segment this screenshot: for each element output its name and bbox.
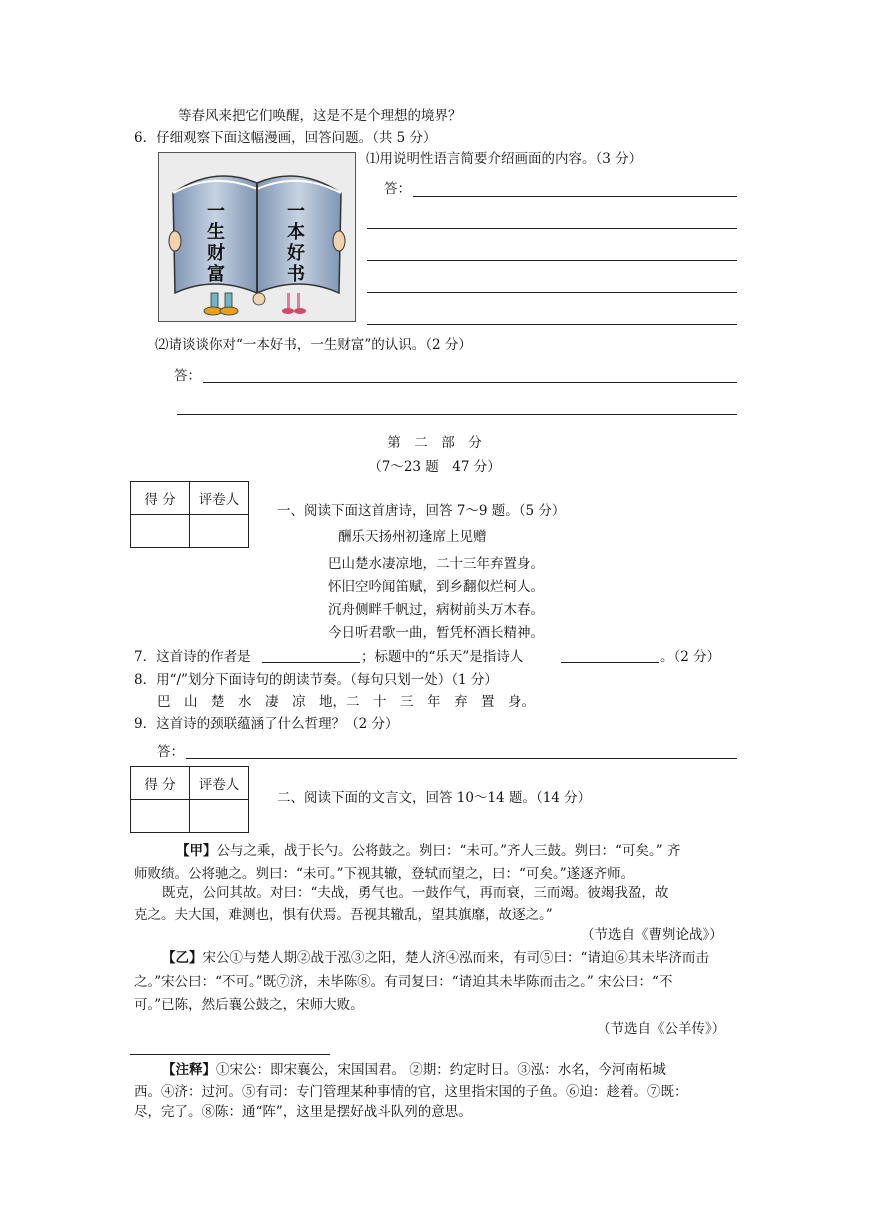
answer-line[interactable] [413,196,737,197]
poem-title: 酬乐天扬州初逢席上见赠 [338,529,487,545]
poem-line: 怀旧空吟闻笛赋，到乡翻似烂柯人。 [328,579,544,595]
q8-title: 8．用“/”划分下面诗句的朗读节奏。（每句只划一处）（1 分） [134,672,498,688]
cartoon-book-illustration [159,153,355,321]
q6-sub1-answer-label: 答： [384,181,411,197]
passage-yi-text: 宋公①与楚人期②战于泓③之阳，楚人济④泓而来，有司⑤曰：“请迫⑥其未毕济而击 [202,950,709,966]
q7-text-part1: 7．这首诗的作者是 [134,649,251,665]
q6-sub2-answer-label: 答： [174,368,201,384]
score-header: 得 分 [131,767,190,800]
grader-header: 评卷人 [190,767,249,800]
q8-poem-line: 巴 山 楚 水 凄 凉 地，二 十 三 年 弃 置 身。 [157,694,535,710]
q6-sub2: ⑵请谈谈你对“一本好书，一生财富”的认识。（2 分） [155,337,472,353]
passage-yi-line [162,949,709,967]
q6-title: 6．仔细观察下面这幅漫画，回答问题。（共 5 分） [134,130,437,146]
part-subheading: （7～23 题 47 分） [368,459,501,475]
footnote-line: 西。④济：过河。⑤有司：专门管理某种事情的官，这里指宋国的子鱼。⑥迫：趁着。⑦既： [134,1084,688,1100]
q7-text-part3: 。（2 分） [660,649,721,665]
q7-author-blank[interactable] [262,662,360,663]
score-header: 得 分 [131,482,190,515]
passage-yi-line: 可。”已陈，然后襄公鼓之，宋师大败。 [134,997,364,1013]
score-cell[interactable] [131,515,190,548]
grader-cell[interactable] [190,515,249,548]
answer-line[interactable] [367,228,737,229]
part-heading: 第 二 部 分 [387,435,482,451]
passage-jia-label: 【甲】 [176,843,217,859]
passage-jia-text: 公与之乘，战于长勺。公将鼓之。刿曰：“未可。”齐人三鼓。刿曰：“可矣。” 齐 [216,843,681,859]
poem-line: 沉舟侧畔千帆过，病树前头万木春。 [328,602,544,618]
answer-line[interactable] [186,758,737,759]
cartoon-right-text: 一本好书 [287,201,305,285]
poem-line: 巴山楚水凄凉地，二十三年弃置身。 [328,556,544,572]
answer-line[interactable] [203,382,737,383]
footnote-line: 尽，完了。⑧陈：通“阵”，这里是摆好战斗队列的意思。 [134,1104,472,1120]
passage-jia-line: 师败绩。公将驰之。刿曰：“未可。”下视其辙，登轼而望之，曰：“可矣。”遂逐齐师。 [134,866,635,882]
grader-header: 评卷人 [190,482,249,515]
continuation-line: 等春风来把它们唤醒，这是不是个理想的境界？ [178,108,462,124]
answer-line[interactable] [367,292,737,293]
q7-text-part2: ；标题中的“乐天”是指诗人 [361,649,524,665]
score-table [130,766,249,833]
grader-cell[interactable] [190,800,249,833]
answer-line[interactable] [367,260,737,261]
passage-jia-source: （节选自《曹刿论战》） [581,927,723,943]
footnote-divider [130,1054,330,1055]
footnote-text: ①宋公：即宋襄公，宋国国君。 ②期：约定时日。③泓：水名，今河南柘城 [216,1062,666,1078]
passage-jia-line [176,842,680,860]
section1-title: 一、阅读下面这首唐诗，回答 7～9 题。（5 分） [277,503,566,519]
footnote-label: 【注释】 [162,1062,216,1078]
poem-line: 今日听君歌一曲，暂凭杯酒长精神。 [328,625,544,641]
q7-poet-blank[interactable] [561,662,659,663]
answer-line[interactable] [177,414,737,415]
q6-sub1: ⑴用说明性语言简要介绍画面的内容。（3 分） [366,151,643,167]
passage-jia-line: 既克，公问其故。对曰：“夫战，勇气也。一鼓作气，再而衰，三而竭。彼竭我盈，故 [162,885,669,901]
passage-yi-line: 之。”宋公曰：“不可。”既⑦济，未毕陈⑧。有司复曰：“请迫其未毕陈而击之。” 宋公曰：“不 [134,974,673,990]
score-cell[interactable] [131,800,190,833]
score-table [130,481,249,548]
answer-line[interactable] [367,324,737,325]
q9-title: 9．这首诗的颈联蕴涵了什么哲理？（2 分） [134,716,399,732]
cartoon-image [158,152,356,322]
section2-title: 二、阅读下面的文言文，回答 10～14 题。（14 分） [277,790,592,806]
footnote-line [162,1061,666,1079]
cartoon-left-text: 一生财富 [207,201,225,285]
q9-answer-label: 答： [157,744,184,760]
passage-jia-line: 克之。夫大国，难测也，惧有伏焉。吾视其辙乱，望其旗靡，故逐之。” [134,907,553,923]
passage-yi-label: 【乙】 [162,950,203,966]
passage-yi-source: （节选自《公羊传》） [597,1021,726,1037]
